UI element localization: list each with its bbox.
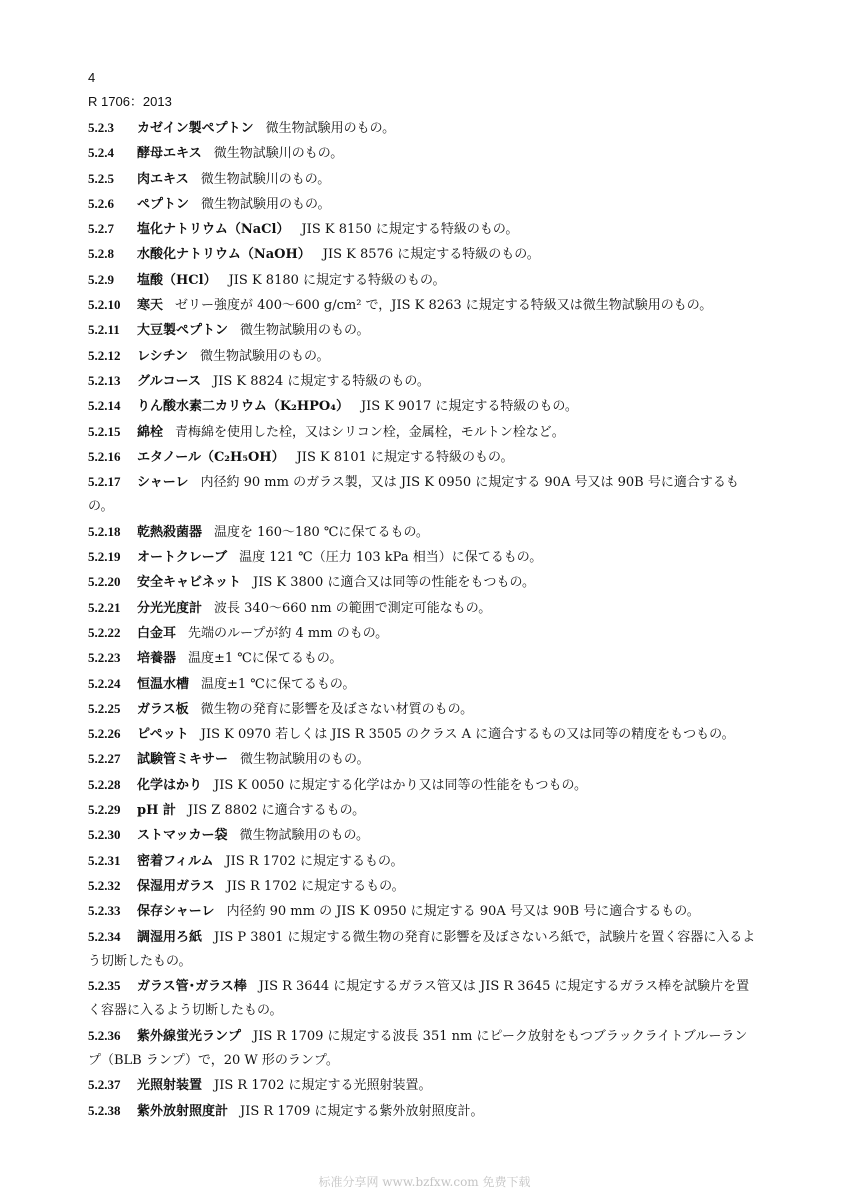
item-term: 寒天 [137, 298, 164, 314]
list-item [88, 570, 760, 595]
item-number: 5.2.33 [88, 903, 121, 919]
list-item [88, 293, 760, 318]
item-description: JIS K 8150 に規定する特級のもの。 [301, 222, 519, 238]
item-description: 微生物試験川のもの。 [200, 171, 331, 187]
item-number: 5.2.34 [88, 928, 121, 944]
item-description: JIS R 1709 に規定する紫外放射照度計。 [240, 1103, 484, 1119]
item-description: 温度±1 ℃に保てるもの。 [188, 651, 343, 667]
item-description: JIS R 1702 に規定するもの。 [225, 853, 404, 869]
list-item [88, 116, 760, 141]
item-number: 5.2.19 [88, 549, 121, 565]
item-term: ガラス板 [137, 701, 189, 717]
item-description: JIS K 9017 に規定する特級のもの。 [360, 399, 578, 415]
list-item [88, 672, 760, 697]
list-item [88, 823, 760, 848]
item-number: 5.2.7 [88, 221, 114, 237]
item-number: 5.2.38 [88, 1102, 121, 1118]
item-term: ガラス管･ガラス棒 [137, 979, 247, 995]
item-number: 5.2.21 [88, 599, 121, 615]
list-item [88, 545, 760, 570]
item-description: 微生物試験用のもの。 [240, 323, 370, 339]
item-number: 5.2.14 [88, 398, 121, 414]
list-item [88, 394, 760, 419]
watermark-footer: 标准分享网 www.bzfxw.com 免费下载 [318, 1175, 531, 1189]
item-description: 内径約 90 mm のガラス製，又は JIS K 0950 に規定する 90A 号又は 90B 号に適合するもの。 [88, 475, 739, 515]
item-number: 5.2.25 [88, 700, 121, 716]
list-item [88, 798, 760, 823]
item-term: 大豆製ペプトン [137, 323, 229, 339]
list-item [88, 420, 760, 445]
item-term: 綿栓 [137, 424, 164, 440]
item-number: 5.2.24 [88, 675, 121, 691]
item-description: JIS K 0970 若しくは JIS R 3505 のクラス A に適合するもの又は同等の精度をもつもの。 [200, 727, 735, 743]
item-number: 5.2.10 [88, 297, 121, 313]
item-term: 化学はかり [137, 777, 203, 793]
item-description: 微生物試験用のもの。 [240, 752, 370, 768]
item-description: 微生物の発育に影響を及ぼさない材質のもの。 [200, 701, 474, 717]
item-number: 5.2.20 [88, 574, 121, 590]
item-term: 試験管ミキサー [137, 752, 229, 768]
item-term: 白金耳 [137, 625, 177, 641]
item-term: 紫外放射照度計 [137, 1103, 229, 1119]
item-number: 5.2.27 [88, 751, 121, 767]
item-description: JIS K 0050 に規定する化学はかり又は同等の性能をもつもの。 [214, 777, 587, 793]
item-term: 紫外線蛍光ランプ [137, 1028, 242, 1044]
item-term: カゼイン製ペプトン [137, 121, 254, 136]
item-term: 培養器 [137, 651, 177, 667]
item-description: JIS K 8824 に規定する特級のもの。 [212, 373, 430, 389]
item-number: 5.2.23 [88, 650, 121, 666]
list-item [88, 167, 760, 192]
list-item [88, 369, 760, 394]
item-term: 分光光度計 [137, 600, 203, 616]
list-item [88, 445, 760, 470]
item-number: 5.2.11 [88, 322, 120, 338]
item-number: 5.2.26 [88, 726, 121, 742]
item-description: 微生物試験用のもの。 [201, 196, 331, 212]
item-term: 塩化ナトリウム（NaCl） [137, 222, 290, 238]
list-item [88, 849, 760, 874]
list-item [88, 192, 760, 217]
list-item [88, 697, 760, 722]
item-description: 微生物試験用のもの。 [239, 828, 369, 844]
item-number: 5.2.4 [88, 145, 114, 161]
item-number: 5.2.18 [88, 523, 121, 539]
item-description: 波長 340～660 nm の範囲で測定可能なもの。 [214, 600, 492, 616]
item-number: 5.2.29 [88, 802, 121, 818]
item-term: 保存シャーレ [137, 904, 215, 920]
item-term: 乾熱殺菌器 [137, 524, 203, 540]
item-description: JIS K 8180 に規定する特級のもの。 [228, 272, 446, 288]
item-number: 5.2.3 [88, 120, 114, 135]
item-number: 5.2.13 [88, 372, 121, 388]
item-list [88, 116, 760, 1124]
item-term: 水酸化ナトリウム（NaOH） [137, 247, 311, 263]
item-description: 先端のループが約 4 mm のもの。 [188, 625, 389, 641]
item-term: エタノール（C₂H₅OH） [137, 449, 285, 465]
item-term: 塩酸（HCl） [137, 272, 217, 288]
item-term: 酵母エキス [137, 146, 202, 162]
list-item [88, 747, 760, 772]
list-item [88, 722, 760, 747]
item-term: りん酸水素二カリウム（K₂HPO₄） [137, 399, 349, 415]
item-term: ストマッカー袋 [137, 828, 228, 844]
item-description: 温度 121 ℃（圧力 103 kPa 相当）に保てるもの。 [239, 550, 543, 566]
list-item [88, 899, 760, 924]
item-description: 青梅綿を使用した栓，又はシリコン栓，金属栓，モルトン栓など。 [175, 424, 565, 440]
item-number: 5.2.36 [88, 1027, 121, 1043]
item-number: 5.2.17 [88, 474, 121, 490]
item-term: 安全キャビネット [137, 575, 242, 591]
list-item [88, 520, 760, 545]
item-description: JIS R 3644 に規定するガラス管又は JIS R 3645 に規定するガラス棒を試験片を置く容器に入るよう切断したもの。 [88, 979, 750, 1019]
item-description: 微生物試験用のもの。 [200, 348, 330, 364]
item-number: 5.2.6 [88, 195, 114, 211]
item-term: 調湿用ろ紙 [137, 929, 203, 945]
list-item [88, 268, 760, 293]
item-description: 微生物試験川のもの。 [213, 146, 344, 162]
list-item [88, 470, 760, 520]
item-term: ピペット [137, 727, 189, 743]
item-description: 内径約 90 mm の JIS K 0950 に規定する 90A 号又は 90B 号に適合するもの。 [226, 904, 700, 920]
item-number: 5.2.30 [88, 827, 121, 843]
item-number: 5.2.32 [88, 877, 121, 893]
list-item [88, 773, 760, 798]
item-number: 5.2.31 [88, 852, 121, 868]
item-number: 5.2.9 [88, 271, 114, 287]
item-description: JIS K 8576 に規定する特級のもの。 [322, 247, 540, 263]
item-number: 5.2.28 [88, 776, 121, 792]
item-term: グルコース [137, 373, 201, 389]
item-term: シャーレ [137, 475, 189, 491]
item-term: 恒温水槽 [137, 676, 190, 692]
item-term: ペプトン [137, 196, 190, 212]
item-term: 光照射装置 [137, 1078, 203, 1094]
item-term: 密着フィルム [137, 853, 214, 869]
item-term: オートクレーブ [137, 550, 228, 566]
item-number: 5.2.22 [88, 624, 121, 640]
item-number: 5.2.15 [88, 423, 121, 439]
item-term: レシチン [137, 348, 189, 364]
standard-id: R 1706：2013 [88, 94, 172, 109]
list-item [88, 242, 760, 267]
item-description: 温度±1 ℃に保てるもの。 [201, 676, 356, 692]
item-description: JIS K 8101 に規定する特級のもの。 [296, 449, 514, 465]
item-description: JIS Z 8802 に適合するもの。 [187, 803, 366, 819]
item-number: 5.2.8 [88, 246, 114, 262]
item-description: JIS R 1702 に規定するもの。 [226, 878, 405, 894]
item-description: JIS R 1709 に規定する波長 351 nm にピーク放射をもつブラックライトブルーランプ（BLB ランプ）で，20 W 形のランプ。 [88, 1028, 748, 1068]
list-item [88, 925, 760, 975]
list-item [88, 344, 760, 369]
list-item [88, 141, 760, 166]
list-item [88, 596, 760, 621]
item-term: pH 計 [137, 803, 176, 819]
list-item [88, 1099, 760, 1124]
item-description: JIS R 1702 に規定する光照射装置。 [214, 1078, 432, 1094]
list-item [88, 1024, 760, 1074]
list-item [88, 621, 760, 646]
item-description: JIS K 3800 に適合又は同等の性能をもつもの。 [253, 575, 535, 591]
item-term: 保湿用ガラス [137, 878, 215, 894]
item-description: ゼリー強度が 400～600 g/cm² で，JIS K 8263 に規定する特級又は微生物試験用のもの。 [175, 298, 713, 314]
item-number: 5.2.35 [88, 978, 121, 994]
item-number: 5.2.37 [88, 1077, 121, 1093]
item-description: 微生物試験用のもの。 [265, 121, 396, 136]
item-description: 温度を 160～180 ℃に保てるもの。 [214, 524, 429, 540]
list-item [88, 1073, 760, 1098]
item-number: 5.2.16 [88, 448, 121, 464]
page-number: 4 [88, 70, 96, 85]
item-term: 肉エキス [137, 171, 189, 187]
list-item [88, 217, 760, 242]
list-item [88, 646, 760, 671]
list-item [88, 974, 760, 1024]
item-number: 5.2.5 [88, 170, 114, 186]
list-item [88, 874, 760, 899]
item-number: 5.2.12 [88, 347, 121, 363]
item-description: JIS P 3801 に規定する微生物の発育に影響を及ぼさないろ紙で，試験片を置く容器に入るよう切断したもの。 [88, 929, 756, 969]
list-item [88, 318, 760, 343]
